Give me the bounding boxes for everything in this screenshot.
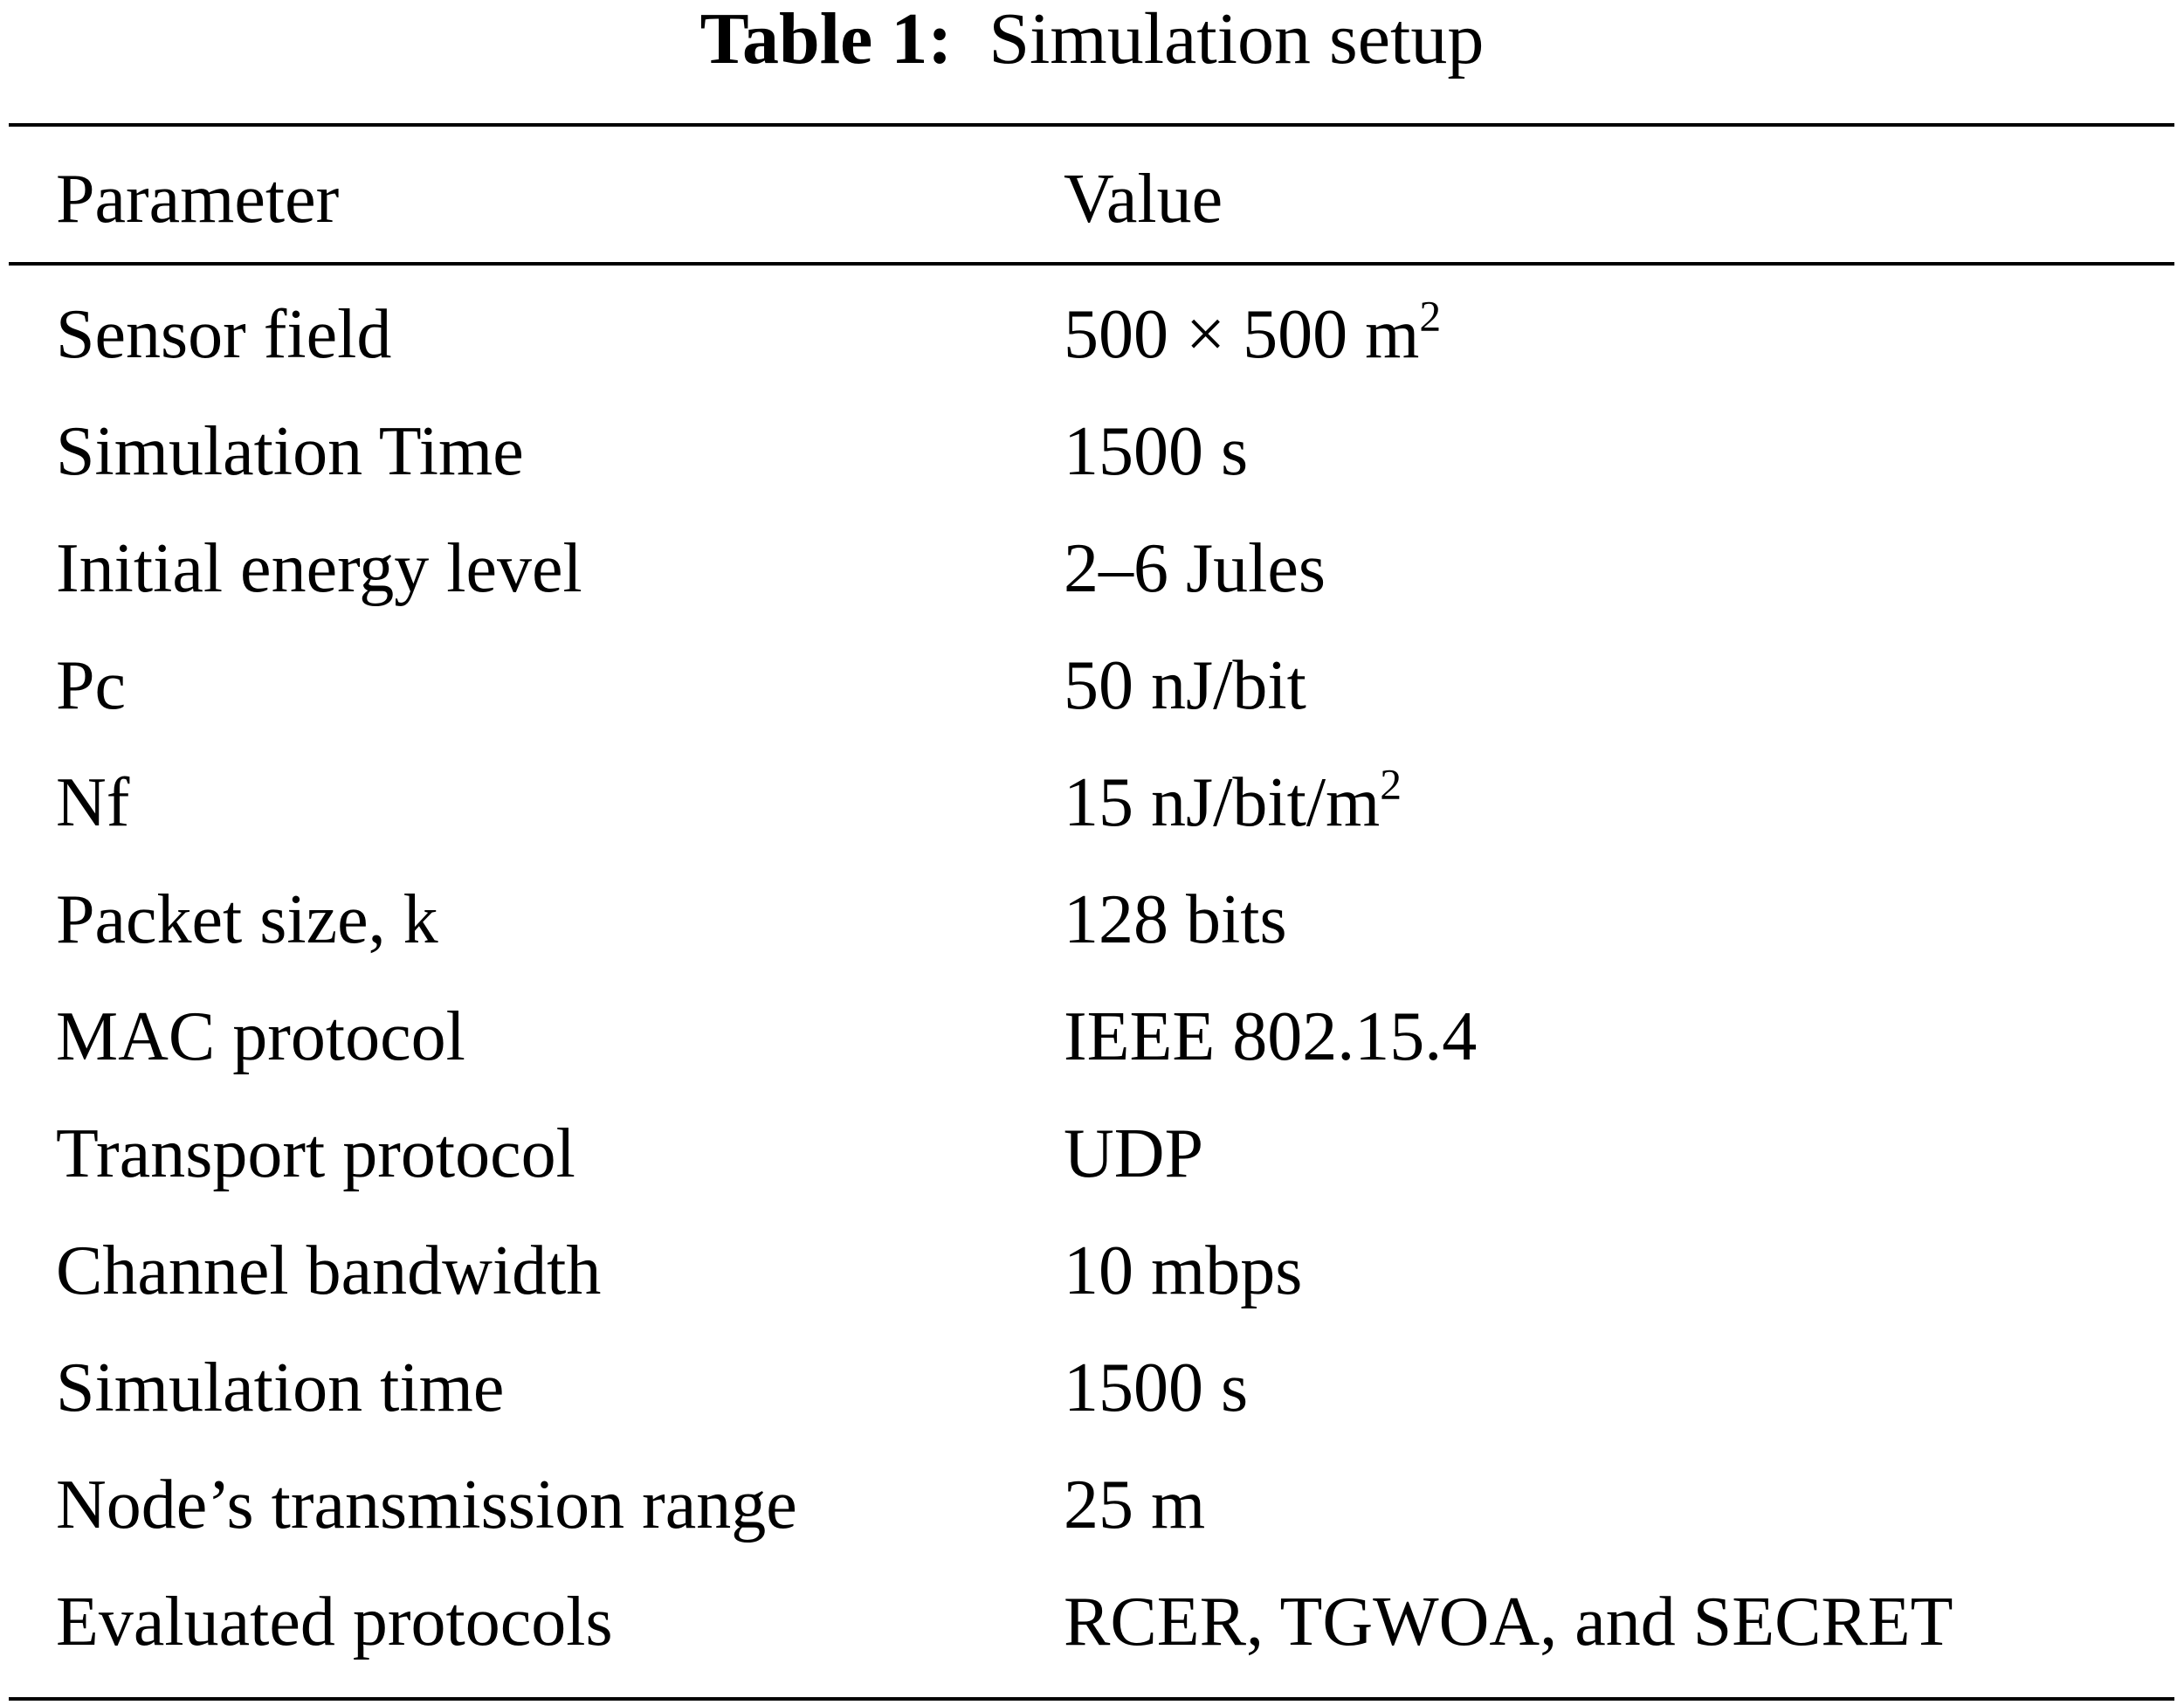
header-value: Value	[1064, 161, 1223, 238]
row-value-superscript: 2	[1380, 760, 1402, 809]
row-parameter: Node’s transmission range	[56, 1467, 797, 1543]
table-row	[0, 861, 2184, 978]
row-parameter: Packet size, k	[56, 881, 438, 958]
table-row	[0, 393, 2184, 510]
row-parameter: Pc	[56, 647, 126, 724]
table-row	[0, 1095, 2184, 1212]
row-value: IEEE 802.15.4	[1064, 998, 1478, 1075]
row-value: UDP	[1064, 1115, 1204, 1192]
row-value-text: 500 × 500 m	[1064, 296, 1420, 373]
table-row	[0, 276, 2184, 393]
row-parameter: MAC protocol	[56, 998, 465, 1075]
table-top-rule	[9, 123, 2174, 127]
row-value: 1500 s	[1064, 1350, 1249, 1426]
table-header-row	[0, 138, 2184, 260]
table-row	[0, 1563, 2184, 1681]
table-header-rule	[9, 262, 2174, 266]
table-row	[0, 1446, 2184, 1563]
header-parameter: Parameter	[56, 161, 340, 238]
row-value	[1064, 744, 1402, 861]
table-caption	[0, 0, 2184, 79]
table-row	[0, 744, 2184, 861]
row-parameter: Evaluated protocols	[56, 1584, 613, 1660]
row-value: 50 nJ/bit	[1064, 647, 1306, 724]
row-value-superscript: 2	[1419, 292, 1442, 341]
table-row	[0, 510, 2184, 627]
table-row	[0, 1212, 2184, 1329]
table-caption-title: Simulation setup	[989, 0, 1485, 79]
row-parameter: Simulation Time	[56, 413, 524, 490]
row-parameter: Initial energy level	[56, 530, 582, 607]
table-caption-label: Table 1:	[699, 0, 953, 79]
row-parameter: Sensor field	[56, 296, 392, 373]
row-parameter: Transport protocol	[56, 1115, 575, 1192]
row-value: 2–6 Jules	[1064, 530, 1326, 607]
row-value: 1500 s	[1064, 413, 1249, 490]
row-value: RCER, TGWOA, and SECRET	[1064, 1584, 1953, 1660]
row-parameter: Simulation time	[56, 1350, 505, 1426]
row-value	[1064, 276, 1441, 393]
row-value: 25 m	[1064, 1467, 1206, 1543]
row-value: 128 bits	[1064, 881, 1287, 958]
row-value-text: 15 nJ/bit/m	[1064, 764, 1381, 841]
row-parameter: Channel bandwidth	[56, 1232, 602, 1309]
row-parameter: Nf	[56, 764, 130, 841]
row-value: 10 mbps	[1064, 1232, 1303, 1309]
table-bottom-rule	[9, 1697, 2174, 1701]
table-row	[0, 1329, 2184, 1446]
table-row	[0, 627, 2184, 744]
table-row	[0, 978, 2184, 1095]
